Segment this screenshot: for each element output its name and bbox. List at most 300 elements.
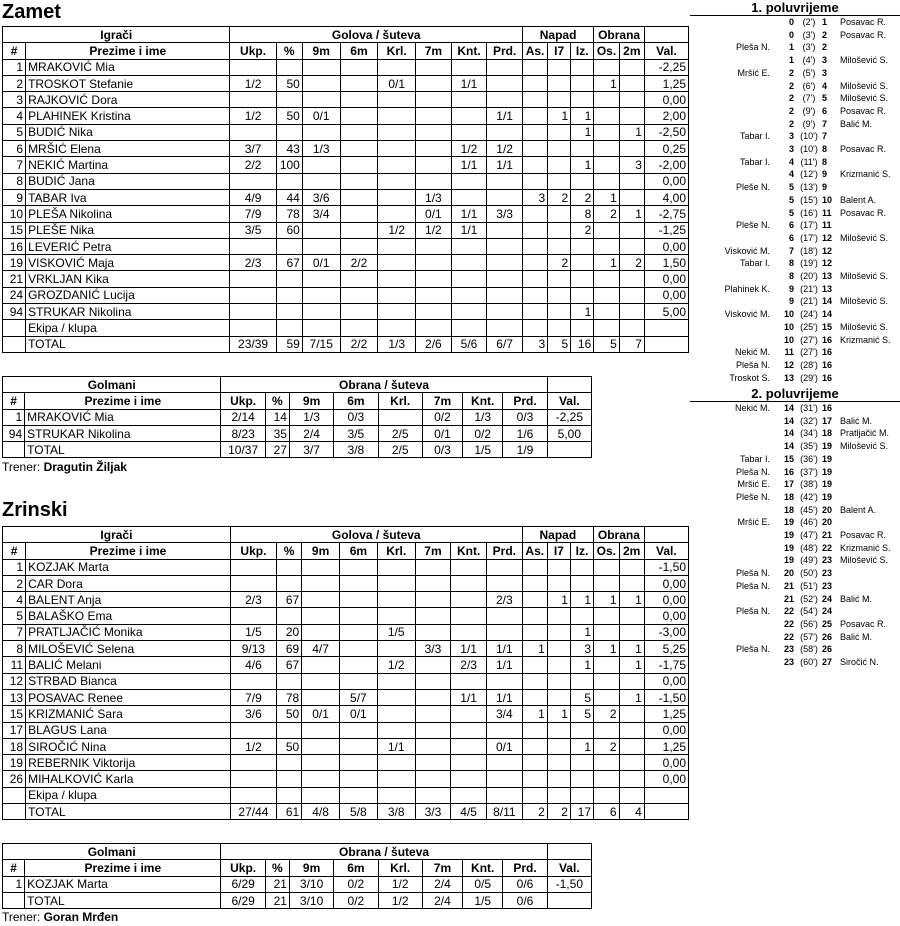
cell-as: 3 bbox=[522, 189, 547, 205]
column-header-knt: Knt. bbox=[451, 543, 487, 559]
cell-m7: 3/3 bbox=[415, 804, 451, 820]
cell-m6 bbox=[340, 92, 378, 108]
cell-val: 5,00 bbox=[547, 425, 591, 441]
cell-m9 bbox=[302, 771, 340, 787]
cell-m9 bbox=[302, 689, 340, 705]
cell-val: -1,50 bbox=[547, 876, 591, 892]
home-score: 0 bbox=[788, 29, 794, 40]
cell-prd: 1/9 bbox=[503, 442, 547, 458]
away-score: 7 bbox=[822, 118, 828, 129]
cell-m6 bbox=[340, 787, 378, 803]
cell-val: -3,00 bbox=[644, 624, 688, 640]
timeline-event bbox=[690, 415, 900, 427]
cell-m2: 1 bbox=[619, 206, 644, 222]
timeline-event bbox=[690, 156, 900, 168]
cell-ukp bbox=[230, 173, 276, 189]
table-row bbox=[3, 271, 689, 287]
table-row bbox=[3, 673, 689, 689]
player-name: MIHALKOVIĆ Karla bbox=[26, 771, 231, 787]
cell-krl bbox=[378, 304, 416, 320]
cell-os bbox=[594, 173, 620, 189]
timeline-event bbox=[690, 542, 900, 554]
cell-i7: 1 bbox=[548, 108, 571, 124]
cell-m6 bbox=[340, 59, 378, 75]
column-header-m6: 6m bbox=[334, 860, 378, 876]
player-number bbox=[3, 787, 26, 803]
cell-ukp bbox=[230, 755, 276, 771]
cell-ukp: 3/7 bbox=[230, 141, 276, 157]
home-score: 2 bbox=[788, 118, 794, 129]
player-number: 17 bbox=[3, 722, 26, 738]
event-minute: (11') bbox=[800, 156, 818, 167]
player-name: CAR Dora bbox=[26, 575, 231, 591]
away-scorer: Krizmanić S. bbox=[840, 169, 891, 180]
event-minute: (24') bbox=[800, 309, 818, 320]
away-score: 21 bbox=[822, 530, 833, 540]
cell-as bbox=[522, 173, 547, 189]
cell-prd: 8/11 bbox=[486, 804, 522, 820]
table-row bbox=[3, 189, 689, 205]
home-score: 2 bbox=[788, 93, 794, 104]
column-header-m2: 2m bbox=[619, 43, 644, 59]
cell-ukp bbox=[230, 575, 276, 591]
player-number: 8 bbox=[3, 641, 26, 657]
table-row bbox=[3, 442, 592, 458]
cell-i7 bbox=[547, 673, 570, 689]
cell-pct bbox=[276, 287, 302, 303]
away-score: 25 bbox=[822, 618, 833, 629]
event-minute: (2') bbox=[802, 17, 816, 27]
cell-krl bbox=[377, 575, 415, 591]
cell-as bbox=[522, 206, 547, 222]
cell-as: 3 bbox=[522, 336, 547, 352]
cell-krl bbox=[377, 722, 415, 738]
table-row bbox=[3, 689, 689, 705]
column-header-pct: % bbox=[277, 543, 302, 559]
cell-pct: 20 bbox=[277, 624, 302, 640]
player-name: BUDIĆ Nika bbox=[26, 124, 230, 140]
home-score: 11 bbox=[784, 347, 794, 358]
cell-ukp bbox=[230, 238, 276, 254]
table-row bbox=[3, 787, 689, 803]
cell-m9 bbox=[302, 787, 340, 803]
home-score: 20 bbox=[784, 568, 795, 579]
cell-val bbox=[547, 442, 591, 458]
player-number: 7 bbox=[3, 157, 26, 173]
zamet-coach bbox=[2, 460, 127, 474]
home-scorer: Pleše N. bbox=[735, 491, 770, 502]
cell-ukp: 2/3 bbox=[230, 255, 276, 271]
away-score: 15 bbox=[822, 321, 833, 332]
cell-val: 5,25 bbox=[644, 641, 688, 657]
cell-m6 bbox=[340, 771, 378, 787]
timeline-event bbox=[690, 308, 900, 320]
home-scorer: Pleša N. bbox=[735, 606, 770, 617]
player-number: 1 bbox=[3, 559, 26, 575]
home-score: 5 bbox=[788, 207, 794, 218]
cell-m6 bbox=[340, 673, 378, 689]
home-scorer: Tabar I. bbox=[739, 453, 770, 464]
cell-os bbox=[594, 92, 620, 108]
player-name: MRAKOVIĆ Mia bbox=[26, 59, 230, 75]
event-minute: (17') bbox=[800, 232, 818, 243]
home-score: 23 bbox=[784, 644, 795, 655]
table-row bbox=[3, 575, 689, 591]
away-score: 4 bbox=[822, 80, 828, 91]
cell-as bbox=[522, 689, 547, 705]
cell-i7 bbox=[547, 755, 570, 771]
timeline-event bbox=[690, 618, 900, 630]
cell-pct bbox=[277, 575, 302, 591]
cell-prd bbox=[487, 271, 523, 287]
away-score: 19 bbox=[822, 466, 833, 477]
header-blank bbox=[644, 527, 688, 543]
event-minute: (10') bbox=[800, 131, 818, 142]
column-header-knt: Knt. bbox=[451, 43, 487, 59]
first-half-title: 1. poluvrijeme bbox=[690, 1, 900, 16]
cell-val: 0,00 bbox=[644, 722, 688, 738]
cell-ukp: 2/2 bbox=[230, 157, 276, 173]
event-minute: (3') bbox=[802, 42, 816, 53]
player-number bbox=[3, 320, 26, 336]
away-scorer: Posavac R. bbox=[840, 17, 887, 27]
cell-prd bbox=[487, 124, 523, 140]
column-header-name: Prezime i ime bbox=[26, 43, 230, 59]
cell-m7: 0/2 bbox=[422, 409, 462, 425]
cell-val: 0,00 bbox=[644, 271, 688, 287]
cell-i7: 2 bbox=[548, 189, 571, 205]
away-score: 3 bbox=[822, 55, 828, 66]
away-score: 12 bbox=[822, 258, 833, 269]
cell-m2 bbox=[619, 575, 644, 591]
column-header-pct: % bbox=[265, 860, 289, 876]
cell-os bbox=[594, 108, 620, 124]
cell-ukp bbox=[230, 771, 276, 787]
player-number: 4 bbox=[3, 592, 26, 608]
cell-prd bbox=[487, 92, 523, 108]
table-row bbox=[3, 75, 689, 91]
cell-m6 bbox=[340, 173, 378, 189]
cell-val: 0,00 bbox=[644, 755, 688, 771]
cell-as bbox=[522, 624, 547, 640]
cell-pct: 27 bbox=[265, 442, 289, 458]
player-number: 18 bbox=[3, 738, 26, 754]
cell-m2: 1 bbox=[619, 124, 644, 140]
cell-ukp: 2/3 bbox=[230, 592, 276, 608]
cell-m2: 2 bbox=[619, 255, 644, 271]
home-score: 8 bbox=[788, 271, 794, 281]
cell-prd bbox=[486, 673, 522, 689]
cell-pct: 67 bbox=[276, 255, 302, 271]
cell-knt: 1/1 bbox=[451, 689, 487, 705]
home-score: 8 bbox=[788, 258, 794, 269]
cell-m6 bbox=[340, 206, 378, 222]
cell-prd bbox=[487, 173, 523, 189]
home-scorer: Nekić M. bbox=[734, 347, 770, 358]
column-header-m9: 9m bbox=[289, 860, 333, 876]
cell-i7 bbox=[548, 59, 571, 75]
cell-m9: 0/1 bbox=[302, 108, 340, 124]
cell-m2 bbox=[619, 141, 644, 157]
cell-m6 bbox=[340, 624, 378, 640]
column-header-m7: 7m bbox=[415, 543, 451, 559]
player-number: 94 bbox=[3, 304, 26, 320]
cell-knt: 1/1 bbox=[451, 641, 487, 657]
cell-val: 4,00 bbox=[644, 189, 688, 205]
home-score: 17 bbox=[784, 479, 795, 490]
table-row bbox=[3, 771, 689, 787]
cell-m7: 3/3 bbox=[415, 641, 451, 657]
cell-iz: 1 bbox=[571, 108, 594, 124]
timeline-event bbox=[690, 643, 900, 655]
cell-pct bbox=[276, 173, 302, 189]
column-header-os: Os. bbox=[594, 543, 620, 559]
cell-m7: 2/4 bbox=[422, 892, 462, 908]
cell-val: -1,50 bbox=[644, 559, 688, 575]
cell-ukp: 27/44 bbox=[230, 804, 276, 820]
cell-prd bbox=[487, 255, 523, 271]
cell-krl bbox=[378, 287, 416, 303]
cell-m2 bbox=[619, 173, 644, 189]
cell-m7 bbox=[416, 59, 452, 75]
event-minute: (47') bbox=[800, 530, 818, 540]
team-title-zamet: Zamet bbox=[2, 1, 61, 23]
cell-iz: 2 bbox=[571, 189, 594, 205]
event-minute: (57') bbox=[800, 631, 818, 642]
cell-knt bbox=[451, 108, 487, 124]
cell-krl bbox=[377, 787, 415, 803]
cell-m7 bbox=[416, 271, 452, 287]
cell-prd: 6/7 bbox=[487, 336, 523, 352]
cell-krl bbox=[378, 157, 416, 173]
cell-prd: 2/3 bbox=[486, 592, 522, 608]
cell-m9: 1/3 bbox=[289, 409, 333, 425]
column-header-os: Os. bbox=[594, 43, 620, 59]
cell-as bbox=[522, 287, 547, 303]
event-minute: (37') bbox=[800, 466, 818, 477]
cell-ukp bbox=[230, 320, 276, 336]
cell-as: 1 bbox=[522, 706, 547, 722]
cell-m2: 1 bbox=[619, 657, 644, 673]
timeline-event bbox=[690, 567, 900, 579]
player-number: 1 bbox=[3, 876, 25, 892]
away-scorer: Milošević S. bbox=[840, 232, 889, 243]
table-row bbox=[3, 608, 689, 624]
event-minute: (27') bbox=[800, 334, 818, 345]
event-minute: (42') bbox=[800, 491, 818, 502]
cell-m7 bbox=[416, 141, 452, 157]
cell-m9 bbox=[302, 173, 340, 189]
cell-pct: 59 bbox=[276, 336, 302, 352]
player-number: 13 bbox=[3, 689, 26, 705]
cell-i7 bbox=[548, 320, 571, 336]
column-header-val: Val. bbox=[644, 543, 688, 559]
home-scorer: Pleša N. bbox=[735, 568, 770, 579]
cell-iz: 5 bbox=[570, 706, 593, 722]
cell-m7 bbox=[415, 575, 451, 591]
column-header-m7: 7m bbox=[422, 393, 462, 409]
cell-knt bbox=[451, 722, 487, 738]
cell-pct bbox=[277, 722, 302, 738]
cell-m9 bbox=[302, 238, 340, 254]
cell-pct: 60 bbox=[276, 222, 302, 238]
cell-i7 bbox=[548, 206, 571, 222]
cell-krl bbox=[378, 320, 416, 336]
cell-knt bbox=[451, 575, 487, 591]
cell-m6: 0/1 bbox=[340, 706, 378, 722]
event-minute: (49') bbox=[800, 555, 818, 566]
cell-m2: 1 bbox=[619, 641, 644, 657]
cell-krl bbox=[378, 124, 416, 140]
home-scorer: Pleša N. bbox=[735, 42, 770, 53]
away-scorer: Balić M. bbox=[840, 631, 873, 642]
cell-os: 1 bbox=[594, 255, 620, 271]
home-scorer: Tabar I. bbox=[739, 156, 770, 167]
cell-ukp bbox=[230, 124, 276, 140]
cell-m2: 4 bbox=[619, 804, 644, 820]
cell-as bbox=[522, 108, 547, 124]
column-header-knt: Knt. bbox=[463, 393, 503, 409]
cell-as bbox=[522, 608, 547, 624]
cell-iz: 1 bbox=[570, 624, 593, 640]
away-score: 8 bbox=[822, 144, 828, 154]
cell-iz bbox=[570, 673, 593, 689]
away-scorer: Posavac R. bbox=[840, 105, 887, 116]
home-scorer: Visković M. bbox=[724, 245, 770, 256]
column-header-krl: Krl. bbox=[378, 43, 416, 59]
cell-ukp: 1/2 bbox=[230, 75, 276, 91]
cell-os bbox=[594, 559, 620, 575]
away-scorer: Posavac R. bbox=[840, 29, 887, 40]
cell-krl: 0/1 bbox=[378, 75, 416, 91]
cell-os: 1 bbox=[594, 592, 620, 608]
cell-iz: 1 bbox=[571, 304, 594, 320]
cell-m7 bbox=[415, 689, 451, 705]
timeline-event bbox=[690, 232, 900, 244]
cell-pct: 69 bbox=[277, 641, 302, 657]
cell-os bbox=[594, 608, 620, 624]
zrinski-coach bbox=[2, 910, 118, 924]
home-scorer: Mršić E. bbox=[737, 67, 770, 78]
cell-knt bbox=[451, 608, 487, 624]
away-score: 14 bbox=[822, 309, 833, 320]
cell-prd: 1/1 bbox=[487, 157, 523, 173]
away-scorer: Posavac R. bbox=[840, 618, 887, 629]
cell-m7 bbox=[416, 124, 452, 140]
away-scorer: Milošević S. bbox=[840, 80, 889, 91]
away-score: 10 bbox=[822, 194, 833, 205]
cell-m7 bbox=[416, 320, 452, 336]
column-header-krl: Krl. bbox=[377, 543, 415, 559]
cell-iz: 1 bbox=[571, 124, 594, 140]
event-minute: (13') bbox=[800, 182, 818, 193]
cell-iz bbox=[571, 271, 594, 287]
cell-krl: 1/3 bbox=[378, 336, 416, 352]
cell-m2 bbox=[619, 320, 644, 336]
coach-name: Goran Mrđen bbox=[43, 910, 119, 924]
home-score: 14 bbox=[784, 428, 795, 439]
timeline-event bbox=[690, 491, 900, 503]
cell-as bbox=[522, 157, 547, 173]
cell-m6 bbox=[340, 755, 378, 771]
cell-m2 bbox=[619, 706, 644, 722]
timeline-event bbox=[690, 656, 900, 668]
cell-i7 bbox=[548, 124, 571, 140]
home-scorer: Visković M. bbox=[724, 309, 770, 320]
cell-m6 bbox=[340, 657, 378, 673]
timeline-event bbox=[690, 270, 900, 282]
away-scorer: Balić M. bbox=[840, 415, 873, 426]
header-goals: Golova / šuteva bbox=[230, 527, 522, 543]
table-row bbox=[3, 755, 689, 771]
cell-knt bbox=[451, 320, 487, 336]
cell-pct: 14 bbox=[265, 409, 289, 425]
cell-m2 bbox=[619, 304, 644, 320]
cell-as bbox=[522, 575, 547, 591]
column-header-m6: 6m bbox=[340, 43, 378, 59]
cell-knt bbox=[451, 755, 487, 771]
cell-iz: 5 bbox=[570, 689, 593, 705]
table-row bbox=[3, 124, 689, 140]
event-minute: (52') bbox=[800, 593, 818, 604]
cell-os bbox=[594, 157, 620, 173]
cell-prd: 0/3 bbox=[503, 409, 547, 425]
event-minute: (45') bbox=[800, 504, 818, 515]
cell-m7 bbox=[415, 706, 451, 722]
home-score: 9 bbox=[788, 283, 794, 294]
zamet-players-table bbox=[2, 26, 689, 353]
column-header-pct: % bbox=[265, 393, 289, 409]
player-name: MRAKOVIĆ Mia bbox=[25, 409, 221, 425]
timeline-event bbox=[690, 321, 900, 333]
home-score: 18 bbox=[784, 504, 795, 515]
cell-ukp: 7/9 bbox=[230, 689, 276, 705]
cell-iz bbox=[570, 755, 593, 771]
cell-os: 1 bbox=[594, 189, 620, 205]
table-row bbox=[3, 624, 689, 640]
cell-m7: 0/3 bbox=[422, 442, 462, 458]
cell-val bbox=[644, 336, 688, 352]
player-name: Ekipa / klupa bbox=[26, 320, 230, 336]
cell-os bbox=[594, 771, 620, 787]
home-score: 14 bbox=[784, 441, 795, 452]
away-score: 2 bbox=[822, 29, 828, 40]
cell-knt bbox=[451, 559, 487, 575]
cell-m7 bbox=[416, 255, 452, 271]
cell-pct bbox=[277, 755, 302, 771]
player-name: TOTAL bbox=[26, 804, 231, 820]
player-number: 5 bbox=[3, 124, 26, 140]
cell-prd: 1/1 bbox=[487, 108, 523, 124]
cell-as: 1 bbox=[522, 641, 547, 657]
player-name: TOTAL bbox=[25, 442, 221, 458]
column-header-val: Val. bbox=[547, 393, 591, 409]
cell-m7 bbox=[415, 673, 451, 689]
cell-krl: 3/8 bbox=[377, 804, 415, 820]
home-score: 1 bbox=[788, 42, 794, 53]
cell-m7 bbox=[416, 304, 452, 320]
player-name: PLAHINEK Kristina bbox=[26, 108, 230, 124]
cell-prd bbox=[487, 304, 523, 320]
player-number bbox=[3, 892, 25, 908]
cell-knt: 1/1 bbox=[451, 75, 487, 91]
column-header-name: Prezime i ime bbox=[26, 543, 231, 559]
cell-m7: 1/3 bbox=[416, 189, 452, 205]
home-score: 4 bbox=[788, 156, 794, 167]
cell-m9: 3/7 bbox=[289, 442, 333, 458]
cell-prd bbox=[487, 222, 523, 238]
cell-krl: 1/2 bbox=[378, 892, 422, 908]
